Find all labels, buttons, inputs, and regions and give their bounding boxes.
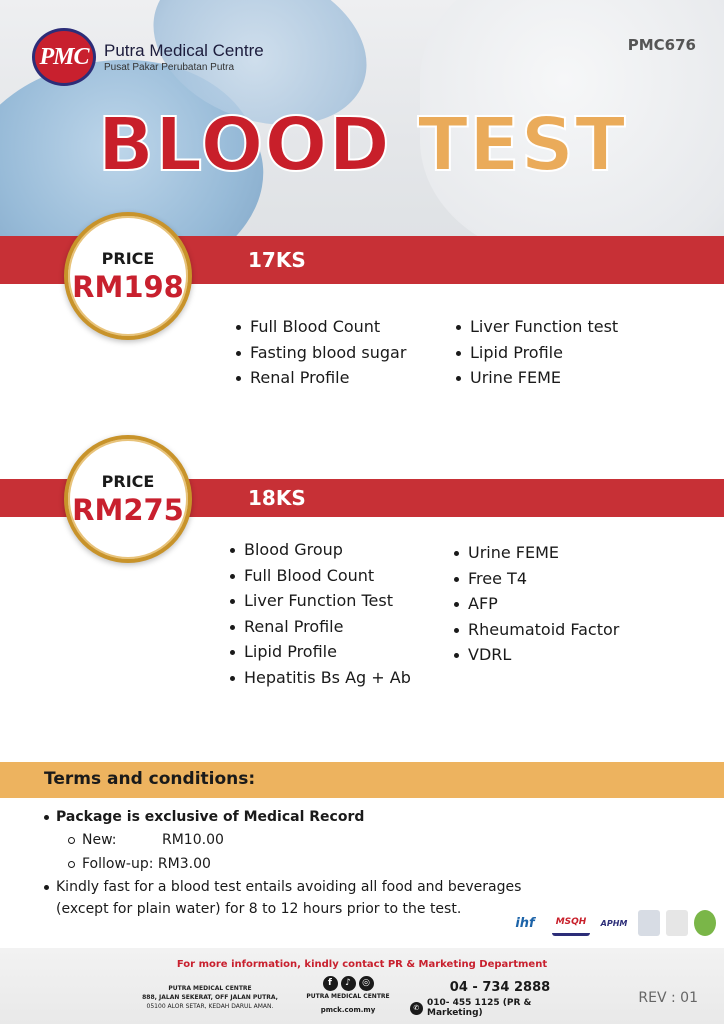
list-item: Free T4 (450, 566, 619, 592)
price-value: RM198 (72, 269, 184, 304)
pmc-logo-icon: PMC (32, 28, 96, 86)
page-title (0, 102, 724, 188)
phone-block (410, 980, 590, 1018)
certification-logo-icon (638, 910, 660, 936)
list-item: Blood Group (226, 537, 411, 563)
list-item: Liver Function test (452, 314, 618, 340)
whatsapp-contact[interactable]: ✆ 010- 455 1125 (PR & Marketing) (410, 998, 590, 1018)
list-item: Fasting blood sugar (232, 340, 406, 366)
brand-tagline: Pusat Pakar Perubatan Putra (104, 62, 235, 73)
whatsapp-icon: ✆ (410, 1002, 423, 1015)
price-badge-1 (64, 212, 192, 340)
terms-subitem-followup (40, 852, 700, 876)
accreditation-logos (504, 910, 716, 936)
price-badge-2 (64, 435, 192, 563)
social-block (300, 976, 396, 1014)
list-item: Full Blood Count (232, 314, 406, 340)
price-label: PRICE (101, 248, 155, 268)
package-2-tests-col2 (450, 540, 619, 668)
contact-info-text: For more information, kindly contact PR & Marketing Department (176, 959, 548, 970)
terms-item-fasting: Kindly fast for a blood test entails avoiding all food and beverages (except for plain water) for 8 to 12 hours prior to the test. (40, 876, 700, 920)
terms-list (40, 806, 700, 920)
fee-label: New: (82, 832, 117, 848)
package-name: 18KS (248, 486, 306, 510)
title-word-blood: BLOOD (97, 102, 391, 188)
social-name: PUTRA MEDICAL CENTRE (306, 993, 390, 1000)
green-award-logo-icon (694, 910, 716, 936)
document-code: PMC676 (627, 36, 696, 54)
list-item: Lipid Profile (226, 639, 411, 665)
instagram-icon[interactable]: ◎ (359, 976, 374, 991)
address-block: PUTRA MEDICAL CENTRE 888, JALAN SEKERAT, OFF JALAN PUTRA, 05100 ALOR SETAR, KEDAH DARUL AMAN. (142, 985, 278, 1010)
list-item: Full Blood Count (226, 563, 411, 589)
brand-text (104, 41, 264, 73)
fee-value: RM3.00 (157, 856, 211, 872)
facebook-icon[interactable]: f (323, 976, 338, 991)
terms-title: Terms and conditions: (44, 769, 256, 789)
list-item: Rheumatoid Factor (450, 617, 619, 643)
package-name: 17KS (248, 248, 306, 272)
phone-number[interactable]: 04 - 734 2888 (449, 980, 551, 995)
tiktok-icon[interactable]: ♪ (341, 976, 356, 991)
package-1-tests-col2 (452, 314, 618, 391)
terms-item-medical-record: Package is exclusive of Medical Record (40, 806, 700, 828)
msqh-logo-icon: MSQH (552, 910, 590, 936)
list-item: Renal Profile (232, 365, 406, 391)
list-item: AFP (450, 591, 619, 617)
terms-subitem-new (40, 828, 700, 852)
price-value: RM275 (72, 492, 184, 527)
package-1-tests-col1 (232, 314, 406, 391)
fee-label: Follow-up: (82, 856, 154, 872)
revision-label: REV : 01 (638, 990, 698, 1006)
list-item: Lipid Profile (452, 340, 618, 366)
certification-logo-icon (666, 910, 688, 936)
brand-logo[interactable] (32, 28, 264, 86)
list-item: Liver Function Test (226, 588, 411, 614)
list-item: VDRL (450, 642, 619, 668)
brand-name: Putra Medical Centre (104, 41, 264, 60)
package-2-tests-col1 (226, 537, 411, 691)
fee-value: RM10.00 (162, 832, 224, 848)
terms-header-bar (0, 762, 724, 798)
title-word-test: TEST (417, 102, 627, 188)
list-item: Urine FEME (452, 365, 618, 391)
ihf-logo-icon: ihf (515, 915, 535, 931)
price-label: PRICE (101, 471, 155, 491)
aphm-logo-icon: APHM (600, 918, 628, 928)
list-item: Urine FEME (450, 540, 619, 566)
list-item: Hepatitis Bs Ag + Ab (226, 665, 411, 691)
footer (0, 948, 724, 1024)
list-item: Renal Profile (226, 614, 411, 640)
website-link[interactable]: pmck.com.my (320, 1006, 376, 1014)
